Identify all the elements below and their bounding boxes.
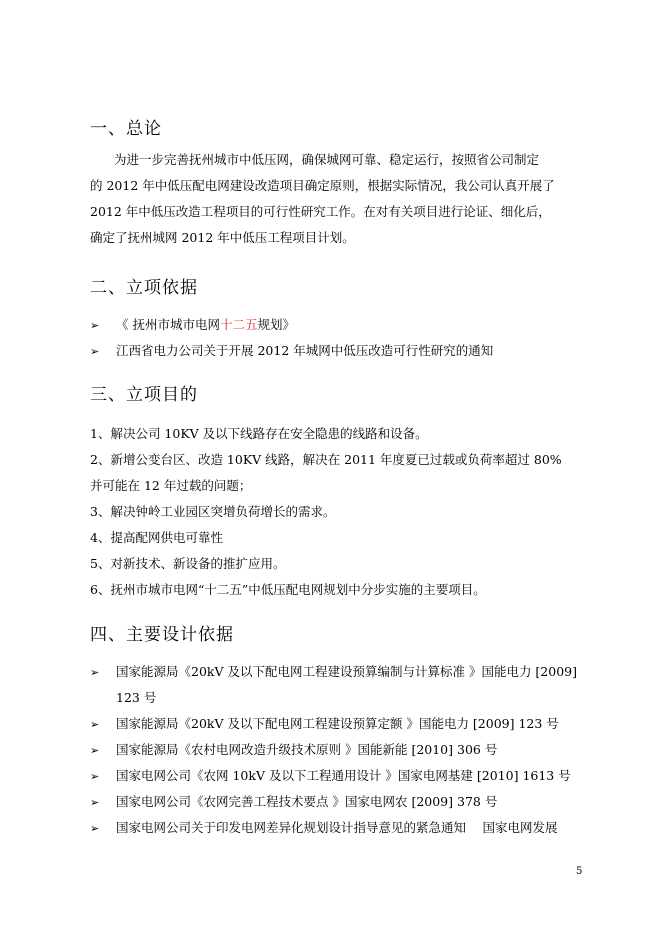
purpose-item: 2、新增公变台区、改造 10KV 线路，解决在 2011 年度夏已过载或负荷率超过 80% <box>90 452 562 467</box>
section-heading-basis: 二、立项依据 <box>90 278 198 298</box>
arrow-bullet-icon: ➢ <box>90 822 100 835</box>
section-heading-purpose: 三、立项目的 <box>90 385 198 405</box>
purpose-item: 3、解决钟岭工业园区突增负荷增长的需求。 <box>90 504 336 519</box>
purpose-item: 1、解决公司 10KV 及以下线路存在安全隐患的线路和设备。 <box>90 426 428 441</box>
paragraph-line: 2012 年中低压改造工程项目的可行性研究工作。在对有关项目进行论证、细化后， <box>90 204 551 219</box>
purpose-item: 5、对新技术、新设备的推扩应用。 <box>90 556 286 571</box>
design-basis-item <box>90 662 577 680</box>
design-basis-item <box>90 792 497 810</box>
design-basis-item <box>90 714 559 732</box>
paragraph-line: 确定了抚州城网 2012 年中低压工程项目计划。 <box>90 230 355 245</box>
arrow-bullet-icon: ➢ <box>90 796 100 809</box>
design-basis-item <box>90 766 571 784</box>
basis-item-text-highlight: 十二五 <box>219 317 258 332</box>
design-basis-item-text: 国家电网公司关于印发电网差异化规划设计指导意见的紧急通知 国家电网发展 <box>116 820 558 835</box>
purpose-item: 4、提高配网供电可靠性 <box>90 530 223 545</box>
design-basis-item-text: 国家能源局《20kV 及以下配电网工程建设预算编制与计算标准 》国能电力 [2009] <box>116 664 577 679</box>
design-basis-item <box>90 740 497 758</box>
arrow-bullet-icon: ➢ <box>90 718 100 731</box>
arrow-bullet-icon: ➢ <box>90 770 100 783</box>
section-heading-design-basis: 四、主要设计依据 <box>90 625 234 645</box>
basis-item-text-post: 规划》 <box>257 317 296 332</box>
paragraph-line: 为进一步完善抚州城市中低压网，确保城网可靠、稳定运行，按照省公司制定 <box>114 152 540 167</box>
paragraph-line: 的 2012 年中低压配电网建设改造项目确定原则，根据实际情况，我公司认真开展了 <box>90 178 555 193</box>
basis-item-text-pre: 《 抚州市城市电网 <box>116 317 220 332</box>
design-basis-item-text: 国家电网公司《农网 10kV 及以下工程通用设计 》国家电网基建 [2010] 1613 号 <box>116 768 571 783</box>
section-heading-overview: 一、总论 <box>90 119 162 139</box>
arrow-bullet-icon: ➢ <box>90 744 100 757</box>
purpose-item: 并可能在 12 年过载的问题； <box>90 478 252 493</box>
page-number: 5 <box>576 866 583 877</box>
overview-paragraph <box>90 147 590 251</box>
basis-item <box>90 315 295 333</box>
design-basis-item-text: 国家电网公司《农网完善工程技术要点 》国家电网农 [2009] 378 号 <box>116 794 498 809</box>
design-basis-item-continuation: 123 号 <box>116 690 157 705</box>
basis-item-text: 江西省电力公司关于开展 2012 年城网中低压改造可行性研究的通知 <box>116 343 494 358</box>
purpose-item: 6、抚州市城市电网“十二五”中低压配电网规划中分步实施的主要项目。 <box>90 582 486 597</box>
design-basis-item <box>90 818 557 836</box>
design-basis-item-text: 国家能源局《20kV 及以下配电网工程建设预算定额 》国能电力 [2009] 123 号 <box>116 716 559 731</box>
basis-item <box>90 341 493 359</box>
arrow-bullet-icon: ➢ <box>90 666 100 679</box>
arrow-bullet-icon: ➢ <box>90 345 100 358</box>
arrow-bullet-icon: ➢ <box>90 319 100 332</box>
design-basis-item-text: 国家能源局《农村电网改造升级技术原则 》国能新能 [2010] 306 号 <box>116 742 498 757</box>
